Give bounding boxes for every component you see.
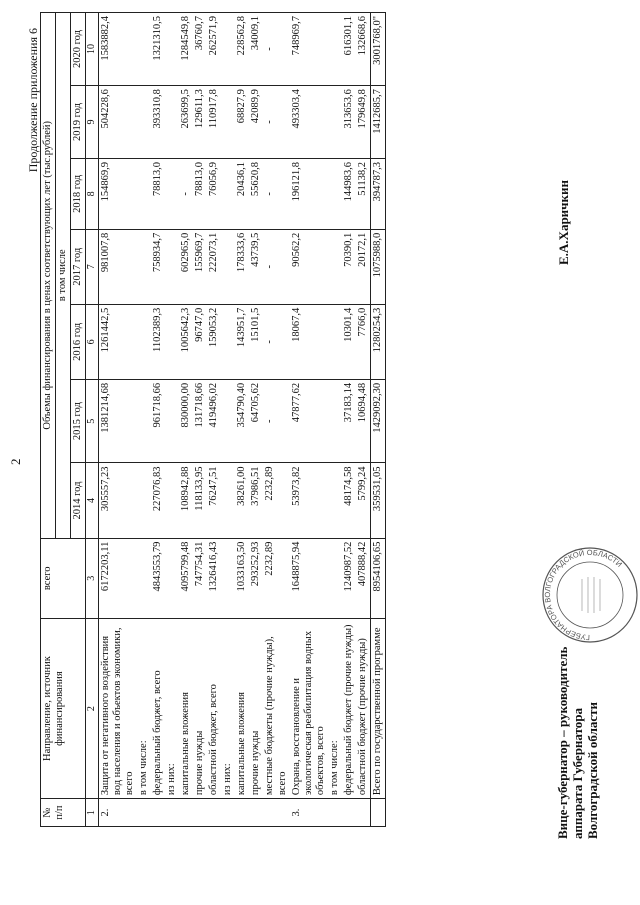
cell-value: 43739,5 [249, 229, 263, 304]
cell-value [137, 304, 151, 379]
table-row [370, 13, 385, 827]
cell-value: 748969,7 [290, 13, 328, 86]
signature-title [556, 647, 601, 839]
cell-value: 131718,66 [193, 379, 207, 463]
cell-value: 4843553,79 [151, 538, 165, 618]
cell-value: 7766,0 [356, 304, 371, 379]
cell-value: 1648875,94 [290, 538, 328, 618]
cell-value: 154869,9 [98, 158, 137, 229]
row-number [179, 799, 193, 827]
column-number: 4 [86, 463, 99, 538]
table-body [98, 13, 385, 827]
column-number: 8 [86, 158, 99, 229]
table-row [342, 13, 356, 827]
row-label: Всего по государственной программе [370, 618, 385, 798]
cell-value: 159053,2 [207, 304, 221, 379]
cell-value: 1583882,4 [98, 13, 137, 86]
cell-value: 1412685,7 [370, 86, 385, 159]
cell-value: 55620,8 [249, 158, 263, 229]
header-incl: в том числе [56, 13, 71, 539]
cell-value: 354790,40 [235, 379, 249, 463]
svg-text:ГУБЕРНАТОРА ВОЛГОГРАДСКОЙ ОБЛА [543, 548, 624, 642]
cell-value: 20436,1 [235, 158, 249, 229]
column-number: 7 [86, 229, 99, 304]
cell-value [328, 463, 342, 538]
cell-value: 37986,51 [249, 463, 263, 538]
cell-value: 118133,95 [193, 463, 207, 538]
cell-value: - [263, 379, 289, 463]
cell-value: 359531,05 [370, 463, 385, 538]
cell-value: 394787,3 [370, 158, 385, 229]
cell-value: 393310,8 [151, 86, 165, 159]
cell-value [137, 379, 151, 463]
cell-value: 227076,83 [151, 463, 165, 538]
cell-value: 18067,4 [290, 304, 328, 379]
header-total: всего [41, 538, 86, 618]
cell-value: - [263, 229, 289, 304]
cell-value: 5799,24 [356, 463, 371, 538]
cell-value: 110917,8 [207, 86, 221, 159]
row-number [207, 799, 221, 827]
appendix-continuation: Продолжение приложения 6 [26, 28, 40, 173]
cell-value: 4095799,48 [179, 538, 193, 618]
cell-value: - [263, 158, 289, 229]
cell-value [328, 379, 342, 463]
cell-value: 68827,9 [235, 86, 249, 159]
table-row [193, 13, 207, 827]
financing-table [40, 12, 386, 827]
cell-value: 228562,8 [235, 13, 249, 86]
header-year: 2017 год [71, 229, 86, 304]
cell-value: 1261442,5 [98, 304, 137, 379]
official-stamp [540, 545, 640, 645]
cell-value: 981007,8 [98, 229, 137, 304]
row-number [165, 799, 179, 827]
cell-value: 78813,0 [151, 158, 165, 229]
cell-value: 1284549,8 [179, 13, 193, 86]
cell-value: 1240987,52 [342, 538, 356, 618]
stamp-text: ГУБЕРНАТОРА ВОЛГОГРАДСКОЙ ОБЛАСТИ [542, 547, 624, 643]
cell-value: 20172,1 [356, 229, 371, 304]
cell-value [165, 229, 179, 304]
cell-value: 51138,2 [356, 158, 371, 229]
cell-value [165, 304, 179, 379]
row-number [342, 799, 356, 827]
column-number: 1 [86, 799, 99, 827]
cell-value [221, 229, 235, 304]
cell-value: 155969,7 [193, 229, 207, 304]
row-label: капитальные вложения [179, 618, 193, 798]
cell-value [137, 158, 151, 229]
cell-value [165, 463, 179, 538]
cell-value: 758934,7 [151, 229, 165, 304]
cell-value [328, 304, 342, 379]
table-row [290, 13, 328, 827]
table-row [235, 13, 249, 827]
cell-value: 10694,48 [356, 379, 371, 463]
cell-value [221, 86, 235, 159]
row-label: прочие нужды [249, 618, 263, 798]
cell-value: 6172203,11 [98, 538, 137, 618]
cell-value: 1075988,0 [370, 229, 385, 304]
cell-value [165, 86, 179, 159]
table-row [165, 13, 179, 827]
table-row [328, 13, 342, 827]
cell-value: 90562,2 [290, 229, 328, 304]
cell-value [328, 538, 342, 618]
cell-value [221, 538, 235, 618]
row-label: из них: [165, 618, 179, 798]
column-number: 6 [86, 304, 99, 379]
cell-value: 1321310,5 [151, 13, 165, 86]
row-label: областной бюджет (прочие нужды) [356, 618, 371, 798]
cell-value: 747754,31 [193, 538, 207, 618]
row-number [151, 799, 165, 827]
cell-value [221, 379, 235, 463]
cell-value: 1102389,3 [151, 304, 165, 379]
cell-value: 3001768,0" [370, 13, 385, 86]
cell-value: - [179, 158, 193, 229]
cell-value: 179649,8 [356, 86, 371, 159]
cell-value: - [263, 13, 289, 86]
cell-value [221, 463, 235, 538]
cell-value: 34009,1 [249, 13, 263, 86]
cell-value: 48174,58 [342, 463, 356, 538]
cell-value: 263699,5 [179, 86, 193, 159]
signatory-name: Е.А.Харичкин [556, 180, 571, 265]
cell-value: 2232,89 [263, 538, 289, 618]
cell-value: 407888,42 [356, 538, 371, 618]
table-row [207, 13, 221, 827]
signature-line: Волгоградской области [584, 701, 600, 839]
column-number: 3 [86, 538, 99, 618]
row-number [221, 799, 235, 827]
table-row [151, 13, 165, 827]
cell-value: 36760,7 [193, 13, 207, 86]
cell-value: 53973,82 [290, 463, 328, 538]
cell-value: 1429092,30 [370, 379, 385, 463]
cell-value: 143951,7 [235, 304, 249, 379]
header-year: 2020 год [71, 13, 86, 86]
row-label: областной бюджет, всего [207, 618, 221, 798]
row-number [263, 799, 289, 827]
cell-value: 47877,62 [290, 379, 328, 463]
cell-value: 2232,89 [263, 463, 289, 538]
row-number [235, 799, 249, 827]
cell-value [137, 538, 151, 618]
column-number-row [86, 13, 99, 827]
cell-value: 961718,66 [151, 379, 165, 463]
cell-value [328, 158, 342, 229]
cell-value: - [263, 86, 289, 159]
row-number: 3. [290, 799, 328, 827]
cell-value: 196121,8 [290, 158, 328, 229]
cell-value: 1005642,3 [179, 304, 193, 379]
cell-value [165, 379, 179, 463]
table-row [263, 13, 289, 827]
header-year: 2014 год [71, 463, 86, 538]
cell-value [137, 13, 151, 86]
cell-value [165, 538, 179, 618]
cell-value [137, 86, 151, 159]
row-label: в том числе: [137, 618, 151, 798]
table-row [249, 13, 263, 827]
cell-value: 1326416,43 [207, 538, 221, 618]
table-row [356, 13, 371, 827]
header-year: 2019 год [71, 86, 86, 159]
row-number [249, 799, 263, 827]
row-number [137, 799, 151, 827]
header-no: № п/п [41, 799, 86, 827]
cell-value [328, 86, 342, 159]
signature-line: Вице-губернатор – руководитель [555, 646, 570, 839]
cell-value: 144983,6 [342, 158, 356, 229]
header-year: 2015 год [71, 379, 86, 463]
cell-value: 37183,14 [342, 379, 356, 463]
column-number: 5 [86, 379, 99, 463]
table-row [98, 13, 137, 827]
cell-value: 76247,51 [207, 463, 221, 538]
table-row [179, 13, 193, 827]
cell-value: 1033163,50 [235, 538, 249, 618]
row-label: прочие нужды [193, 618, 207, 798]
cell-value: 262571,9 [207, 13, 221, 86]
cell-value: 38261,00 [235, 463, 249, 538]
cell-value: 108942,88 [179, 463, 193, 538]
cell-value: 76056,9 [207, 158, 221, 229]
header-year: 2016 год [71, 304, 86, 379]
cell-value: 15101,5 [249, 304, 263, 379]
cell-value: 830000,00 [179, 379, 193, 463]
header-direction: Направление, источник финансирования [41, 618, 86, 798]
row-number [370, 799, 385, 827]
column-number: 9 [86, 86, 99, 159]
cell-value [137, 229, 151, 304]
cell-value [165, 13, 179, 86]
cell-value [221, 158, 235, 229]
cell-value [328, 229, 342, 304]
row-label: Защита от негативного воздействия вод населения и объектов экономики, всего [98, 618, 137, 798]
cell-value: 602965,0 [179, 229, 193, 304]
cell-value: 64705,62 [249, 379, 263, 463]
cell-value: - [263, 304, 289, 379]
row-label: местные бюджеты (прочие нужды), всего [263, 618, 289, 798]
row-label: федеральный бюджет (прочие нужды) [342, 618, 356, 798]
cell-value: 42089,9 [249, 86, 263, 159]
row-label: капитальные вложения [235, 618, 249, 798]
row-label: в том числе: [328, 618, 342, 798]
cell-value [221, 304, 235, 379]
row-number [328, 799, 342, 827]
row-label: из них: [221, 618, 235, 798]
cell-value: 1280254,3 [370, 304, 385, 379]
cell-value: 129611,3 [193, 86, 207, 159]
header-year: 2018 год [71, 158, 86, 229]
cell-value [137, 463, 151, 538]
cell-value: 293252,93 [249, 538, 263, 618]
cell-value: 222073,1 [207, 229, 221, 304]
cell-value: 132668,6 [356, 13, 371, 86]
table-row [137, 13, 151, 827]
cell-value: 178333,6 [235, 229, 249, 304]
signature-line: аппарата Губернатора [569, 707, 585, 839]
row-label: федеральный бюджет, всего [151, 618, 165, 798]
cell-value [328, 13, 342, 86]
row-number [193, 799, 207, 827]
cell-value: 616301,1 [342, 13, 356, 86]
cell-value: 493303,4 [290, 86, 328, 159]
cell-value: 419496,02 [207, 379, 221, 463]
row-number [356, 799, 371, 827]
cell-value: 504228,6 [98, 86, 137, 159]
row-number: 2. [98, 799, 137, 827]
cell-value: 1381214,68 [98, 379, 137, 463]
row-label: Охрана, восстановление и экологическая реабилитация водных объектов, всего [290, 618, 328, 798]
cell-value [221, 13, 235, 86]
cell-value: 10301,4 [342, 304, 356, 379]
table-row [221, 13, 235, 827]
cell-value: 305557,23 [98, 463, 137, 538]
page-number: 2 [8, 458, 23, 465]
column-number: 2 [86, 618, 99, 798]
header-volumes: Объемы финансирования в ценах соответствующих лет (тыс.рублей) [41, 13, 56, 539]
cell-value: 313653,6 [342, 86, 356, 159]
cell-value: 78813,0 [193, 158, 207, 229]
cell-value: 70390,1 [342, 229, 356, 304]
cell-value [165, 158, 179, 229]
cell-value: 96747,0 [193, 304, 207, 379]
column-number: 10 [86, 13, 99, 86]
cell-value: 8954106,65 [370, 538, 385, 618]
